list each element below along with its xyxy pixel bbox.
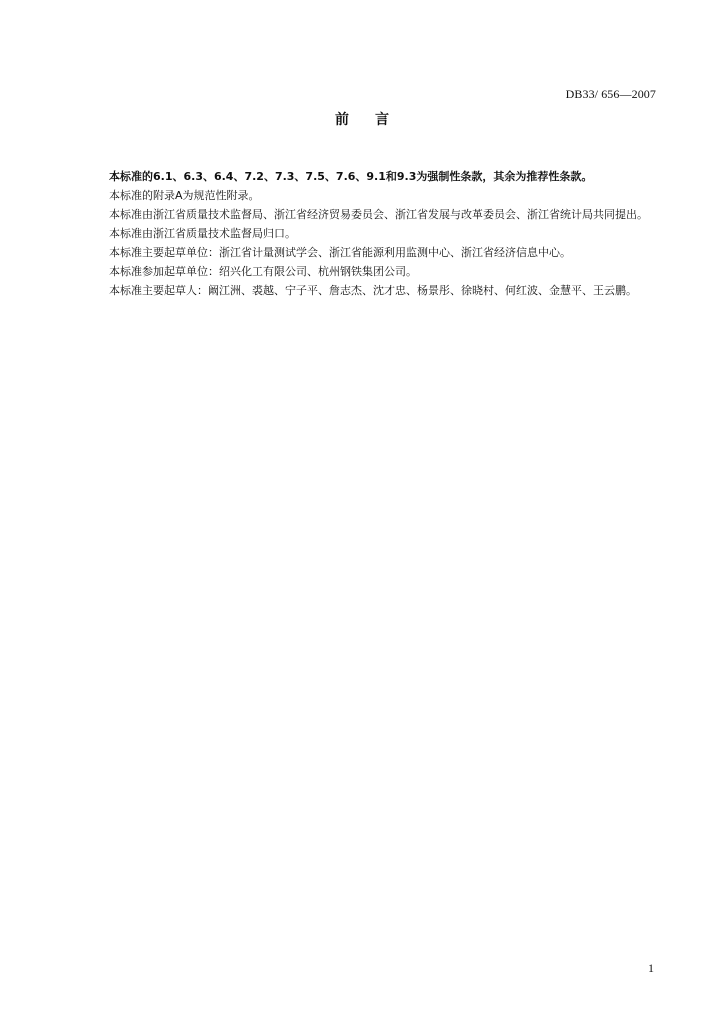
paragraph-main-drafting-units: 本标准主要起草单位：浙江省计量测试学会、浙江省能源利用监测中心、浙江省经济信息中心。 [109, 246, 571, 259]
paragraph-participating-units: 本标准参加起草单位：绍兴化工有限公司、杭州钢铁集团公司。 [109, 265, 417, 278]
page-title [0, 109, 724, 129]
paragraph-administered-by: 本标准由浙江省质量技术监督局归口。 [109, 227, 296, 240]
paragraph-main-drafters: 本标准主要起草人：阚江洲、裘越、宁子平、詹志杰、沈才忠、杨景彤、徐晓村、何红波、金慧平、王云鹏。 [109, 284, 637, 297]
foreword-body [87, 167, 657, 300]
paragraph-appendix: 本标准的附录A为规范性附录。 [109, 189, 260, 202]
paragraph-mandatory-clauses: 本标准的6.1、6.3、6.4、7.2、7.3、7.5、7.6、9.1和9.3为强制性条款，其余为推荐性条款。 [109, 170, 593, 183]
title-char-2: 言 [375, 112, 389, 128]
document-number: DB33/ 656—2007 [565, 87, 656, 101]
title-char-1: 前 [335, 112, 349, 128]
paragraph-proposed-by: 本标准由浙江省质量技术监督局、浙江省经济贸易委员会、浙江省发展与改革委员会、浙江省统计局共同提出。 [109, 208, 648, 221]
page-number: 1 [648, 961, 654, 975]
